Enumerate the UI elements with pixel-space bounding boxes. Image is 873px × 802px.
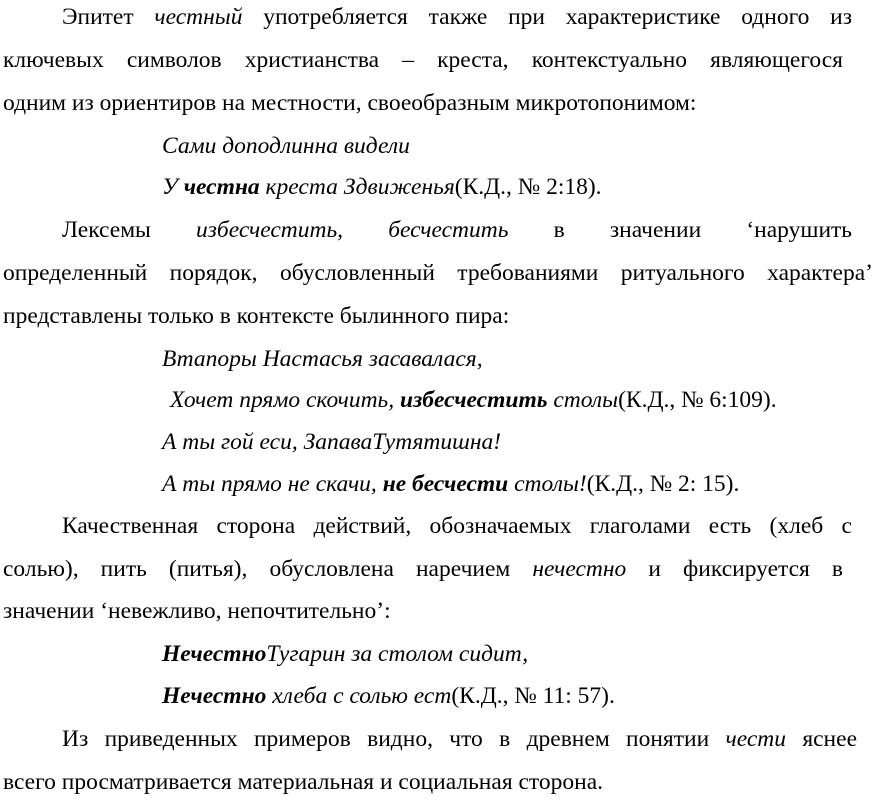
paragraph-line: представлены только в контексте былинного пира: <box>3 303 510 329</box>
paragraph-line: значении ‘невежливо, непочтительно’: <box>3 598 391 624</box>
paragraph-line: Качественная сторона действий, обозначаемых глаголами есть (хлеб с <box>62 513 852 539</box>
paragraph-line: солью), пить (питья), обусловлена наречием нечестно и фиксируется в <box>3 556 843 582</box>
paragraph-line: ключевых символов христианства – креста, контекстуально являющегося <box>3 47 843 73</box>
quote-line: Втапоры Настасья засавалася, <box>162 346 483 372</box>
quote-line: А ты гой еси, ЗапаваТутятишна! <box>162 429 502 455</box>
paragraph-line: одним из ориентиров на местности, своеобразным микротопонимом: <box>3 90 697 116</box>
paragraph-line: Лексемы избесчестить, бесчестить в значении ‘нарушить <box>62 217 853 243</box>
quote-line: Сами доподлинна видели <box>162 133 410 159</box>
paragraph-line: Из приведенных примеров видно, что в древнем понятии чести яснее <box>62 726 857 752</box>
paragraph-line: определенный порядок, обусловленный требованиями ритуального характера’ <box>3 260 873 286</box>
quote-line: Хочет прямо скочить, избесчестить столы(К.Д., № 6:109). <box>170 387 777 413</box>
quote-line: НечестноТугарин за столом сидит, <box>162 641 529 667</box>
quote-line: У честна креста Здвиженья(К.Д., № 2:18). <box>162 174 602 200</box>
quote-line: А ты прямо не скачи, не бесчести столы!(К.Д., № 2: 15). <box>162 471 740 497</box>
quote-line: Нечестно хлеба с солью ест(К.Д., № 11: 57). <box>162 683 615 709</box>
paragraph-line: всего просматривается материальная и социальная сторона. <box>3 769 604 795</box>
paragraph-line: Эпитет честный употребляется также при характеристике одного из <box>62 4 852 30</box>
